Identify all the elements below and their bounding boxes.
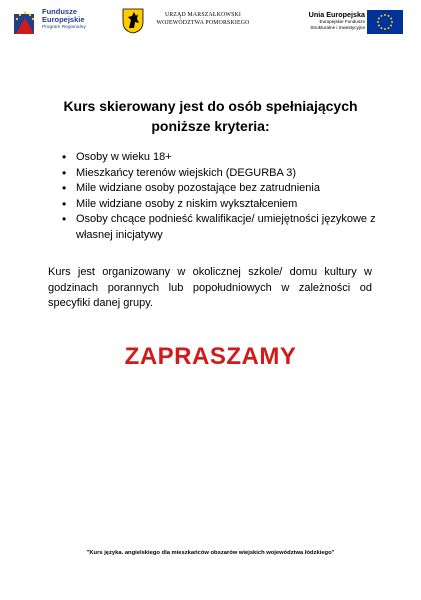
pomorskie-logo-line2: WOJEWÓDZTWA POMORSKIEGO <box>156 20 250 26</box>
heading-line1: Kurs skierowany jest do osób spełniających <box>63 98 358 114</box>
fe-logo-line2: Europejskie <box>42 15 85 24</box>
course-info-paragraph: Kurs jest organizowany w okolicznej szkole/ domu kultury w godzinach porannych lub popołudniowych w zależności od specyfiki danej grupy. <box>48 266 372 309</box>
eu-logo-line1: Unia Europejska <box>308 10 365 19</box>
criteria-item: • Mieszkańcy terenów wiejskich (DEGURBA 3) <box>62 166 382 182</box>
pomorskie-logo-line1: URZĄD MARSZAŁKOWSKI <box>164 12 242 18</box>
fe-logo-line1: Fundusze <box>42 7 77 16</box>
logo-header <box>10 6 411 38</box>
eu-flag-icon <box>367 10 403 34</box>
criteria-item: • Mile widziane osoby z niskim wykształceniem <box>62 197 382 213</box>
fundusze-europejskie-icon <box>12 8 38 36</box>
unia-europejska-logo <box>281 6 411 38</box>
griffin-coat-of-arms-icon <box>122 8 144 34</box>
criteria-item: • Osoby chcące podnieść kwalifikacje/ umiejętności językowe z własnej inicjatywy <box>62 212 382 243</box>
eu-logo-line3: Strukturalne i Inwestycyjne <box>310 25 365 30</box>
page-heading <box>0 96 421 136</box>
criteria-list <box>62 150 382 243</box>
heading-line2: poniższe kryteria: <box>151 118 270 134</box>
criteria-item: • Osoby w wieku 18+ <box>62 150 382 166</box>
footer-course-title: "Kurs języka. angielskiego dla mieszkańców obszarów wiejskich województwa łódzkiego" <box>86 550 335 556</box>
pomorskie-logo <box>122 6 282 38</box>
fundusze-europejskie-logo <box>10 6 120 38</box>
criteria-item: • Mile widziane osoby pozostające bez zatrudnienia <box>62 181 382 197</box>
fe-logo-line3: Program Regionalny <box>42 25 86 30</box>
invitation-text: ZAPRASZAMY <box>124 343 297 370</box>
eu-logo-line2: Europejskie Fundusze <box>319 19 365 24</box>
